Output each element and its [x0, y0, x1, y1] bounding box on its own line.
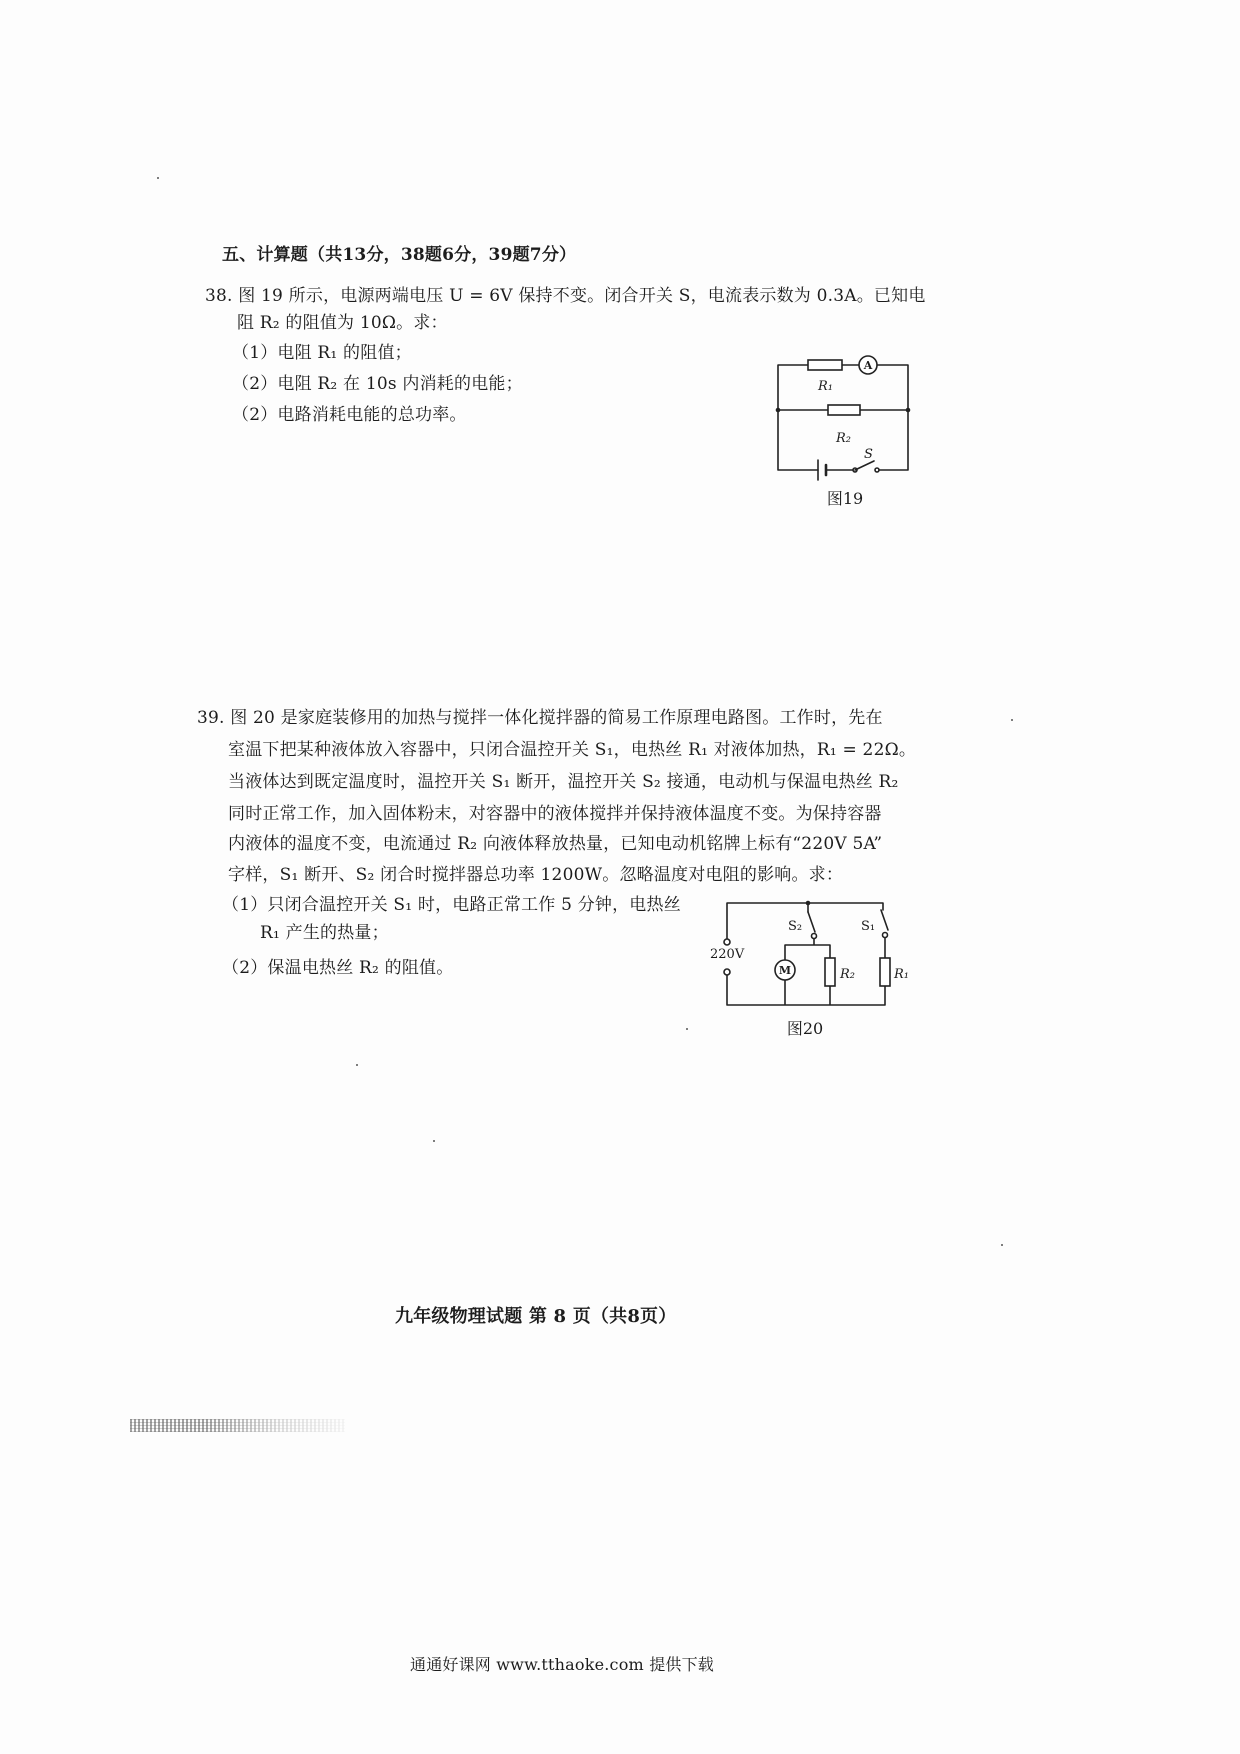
resistor-r2 — [825, 958, 835, 986]
ammeter-label: A — [863, 359, 873, 372]
junction-dot — [806, 901, 811, 906]
r1-label: R₁ — [818, 379, 833, 394]
s2-label: S₂ — [788, 919, 803, 934]
scan-speck — [157, 177, 159, 179]
scan-speck — [1011, 719, 1013, 721]
junction-dot — [906, 408, 911, 413]
source-voltage-label: 220V — [710, 947, 745, 962]
section-title: 五、计算题（共13分，38题6分，39题7分） — [222, 245, 577, 265]
terminal-top — [724, 939, 730, 945]
terminal-bottom — [724, 969, 730, 975]
page-footer: 九年级物理试题 第 8 页（共8页） — [395, 1306, 677, 1327]
scan-speck — [356, 1064, 358, 1066]
switch-s1 — [881, 910, 888, 938]
q39-part-1-line-1: （1）只闭合温控开关 S₁ 时，电路正常工作 5 分钟，电热丝 — [222, 895, 681, 915]
figure-20-circuit — [700, 888, 920, 1043]
junction-dot — [776, 408, 781, 413]
q39-stem-line-3: 当液体达到既定温度时，温控开关 S₁ 断开，温控开关 S₂ 接通，电动机与保温电热丝 R₂ — [228, 772, 899, 792]
r1-label: R₁ — [894, 967, 909, 982]
battery-symbol — [818, 460, 826, 480]
q39-stem-line-1: 39. 图 20 是家庭装修用的加热与搅拌一体化搅拌器的简易工作原理电路图。工作时，先在 — [197, 708, 883, 728]
figure-19-circuit — [760, 340, 930, 515]
r2-label: R₂ — [840, 967, 855, 982]
scan-speck — [433, 1140, 435, 1142]
q38-part-3: （2）电路消耗电能的总功率。 — [232, 405, 467, 425]
s1-label: S₁ — [861, 919, 876, 934]
circuit-wires — [778, 365, 908, 470]
q38-part-2: （2）电阻 R₂ 在 10s 内消耗的电能； — [232, 374, 523, 394]
q39-stem-line-4: 同时正常工作，加入固体粉末，对容器中的液体搅拌并保持液体温度不变。为保持容器 — [228, 804, 882, 824]
q38-stem-line-2: 阻 R₂ 的阻值为 10Ω。求： — [237, 313, 448, 333]
q39-part-2: （2）保温电热丝 R₂ 的阻值。 — [222, 958, 454, 978]
q38-stem-line-1: 38. 图 19 所示，电源两端电压 U = 6V 保持不变。闭合开关 S，电流表示数为 0.3A。已知电 — [205, 286, 926, 306]
resistor-r1 — [808, 360, 842, 370]
scan-smudge — [130, 1419, 345, 1432]
r2-label: R₂ — [836, 431, 851, 446]
figure-20-caption: 图20 — [786, 1019, 824, 1038]
motor-label: M — [778, 964, 792, 977]
switch-s2 — [808, 912, 817, 939]
download-source-note: 通通好课网 www.tthaoke.com 提供下载 — [410, 1655, 714, 1674]
scan-speck — [1001, 1244, 1003, 1246]
q39-stem-line-2: 室温下把某种液体放入容器中，只闭合温控开关 S₁，电热丝 R₁ 对液体加热，R₁ = 22Ω。 — [228, 740, 917, 760]
figure-19-caption: 图19 — [826, 489, 864, 508]
switch-label: S — [864, 447, 873, 462]
q38-part-1: （1）电阻 R₁ 的阻值； — [232, 343, 412, 363]
q39-stem-line-6: 字样，S₁ 断开、S₂ 闭合时搅拌器总功率 1200W。忽略温度对电阻的影响。求： — [228, 865, 844, 885]
q39-part-1-line-2: R₁ 产生的热量； — [260, 923, 389, 943]
resistor-r2 — [828, 405, 860, 415]
switch-s — [853, 461, 879, 472]
q39-stem-line-5: 内液体的温度不变，电流通过 R₂ 向液体释放热量，已知电动机铭牌上标有“220V 5A” — [228, 834, 883, 854]
resistor-r1 — [880, 958, 890, 986]
scan-speck — [686, 1028, 688, 1030]
